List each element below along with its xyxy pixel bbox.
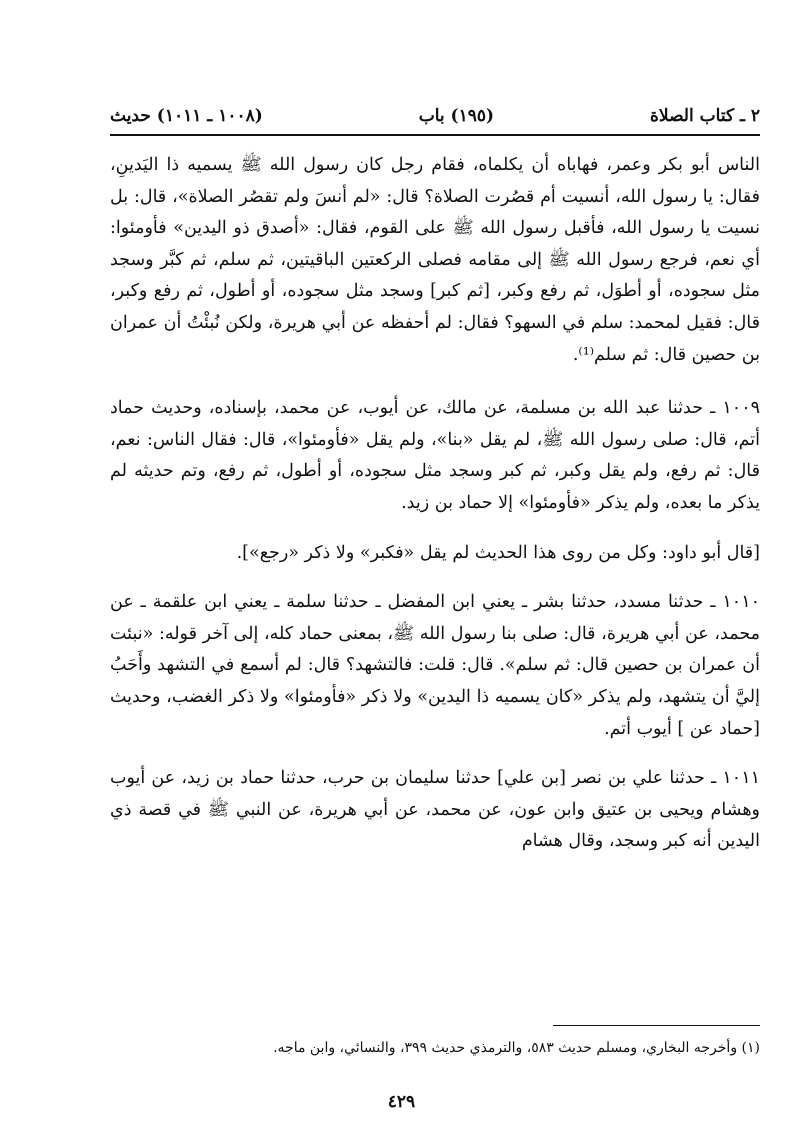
hadith-1010: ١٠١٠ ـ حدثنا مسدد، حدثنا بشر ـ يعني ابن المفضل ـ حدثنا سلمة ـ يعني ابن علقمة ـ عن محمد، عن أبي هريرة، قال: صلى بنا رسول الله ﷺ، بمعنى حماد كله، إلى آخر قوله: «نبئت أن عمران بن حصين قال: ثم سلم». قال: قلت: فالتشهد؟ قال: لم أسمع في التشهد وأَحَبُ إليَّ أن يتشهد، ولم يذكر «كان يسميه ذا اليدين» ولا ذكر «فأومئوا» ولا ذكر الغضب، وحديث [حماد عن ] أيوب أتم. (110, 592, 760, 739)
running-header (110, 100, 760, 132)
page-number: ٤٢٩ (387, 1092, 416, 1112)
header-divider (110, 134, 760, 136)
hadith-range: (١٠٠٨ ـ ١٠١١) حديث (110, 106, 263, 126)
chapter-title: ٢ ـ كتاب الصلاة (650, 106, 760, 126)
footnote-divider (553, 1025, 760, 1026)
footnote: (١) وأخرجه البخاري، ومسلم حديث ٥٨٣، والترمذي حديث ٣٩٩، والنسائي، وابن ماجه. (273, 1040, 760, 1056)
main-text (110, 150, 760, 876)
hadith-1011: ١٠١١ ـ حدثنا علي بن نصر [بن علي] حدثنا سليمان بن حرب، حدثنا حماد بن زيد، عن أيوب وهشام ويحيى بن عتيق وابن عون، عن محمد، عن أبي هريرة، عن النبي ﷺ في قصة ذي اليدين أنه كبر وسجد، وقال هشام (110, 768, 760, 852)
bab-title: (١٩٥) باب (418, 106, 495, 126)
hadith-1009: ١٠٠٩ ـ حدثنا عبد الله بن مسلمة، عن مالك، عن أيوب، عن محمد، بإسناده، وحديث حماد أتم، قال: صلى رسول الله ﷺ، لم يقل «بنا»، ولم يقل «فأومئوا»، قال: فقال الناس: نعم، قال: ثم رفع، ولم يقل وكبر، ثم كبر وسجد مثل سجوده، أو أطول، ثم رفع، وتم حديثه لم يذكر ما بعده، ولم يذكر «فأومئوا» إلا حماد بن زيد. (110, 398, 760, 513)
abu-dawud-note: [قال أبو داود: وكل من روى هذا الحديث لم يقل «فكبر» ولا ذكر «رجع»]. (236, 542, 760, 563)
paragraph-continuation: الناس أبو بكر وعمر، فهاباه أن يكلماه، فقام رجل كان رسول الله ﷺ يسميه ذا اليَدينِ، فقال: يا رسول الله، أنسيت أم قصُرت الصلاة؟ قال: «لم أنسَ ولم تقصُر الصلاة»، قال: بل نسيت يا رسول الله، فأقبل رسول الله ﷺ على القوم، فقال: «أصدق ذو اليدين» فأومئوا: أي نعم، فرجع رسول الله ﷺ إلى مقامه فصلى الركعتين الباقيتين، ثم سلم، ثم كبَّر وسجد مثل سجوده، أو أطوَل، ثم رفع وكبر، [ثم كبر] وسجد مثل سجوده، أو أطول، ثم رفع وكبر، قال: فقيل لمحمد: سلم في السهو؟ فقال: لم أحفظه عن أبي هريرة، ولكن نُبئْتُ أن عمران بن حصين قال: ثم سلم⁽¹⁾. (110, 155, 760, 365)
